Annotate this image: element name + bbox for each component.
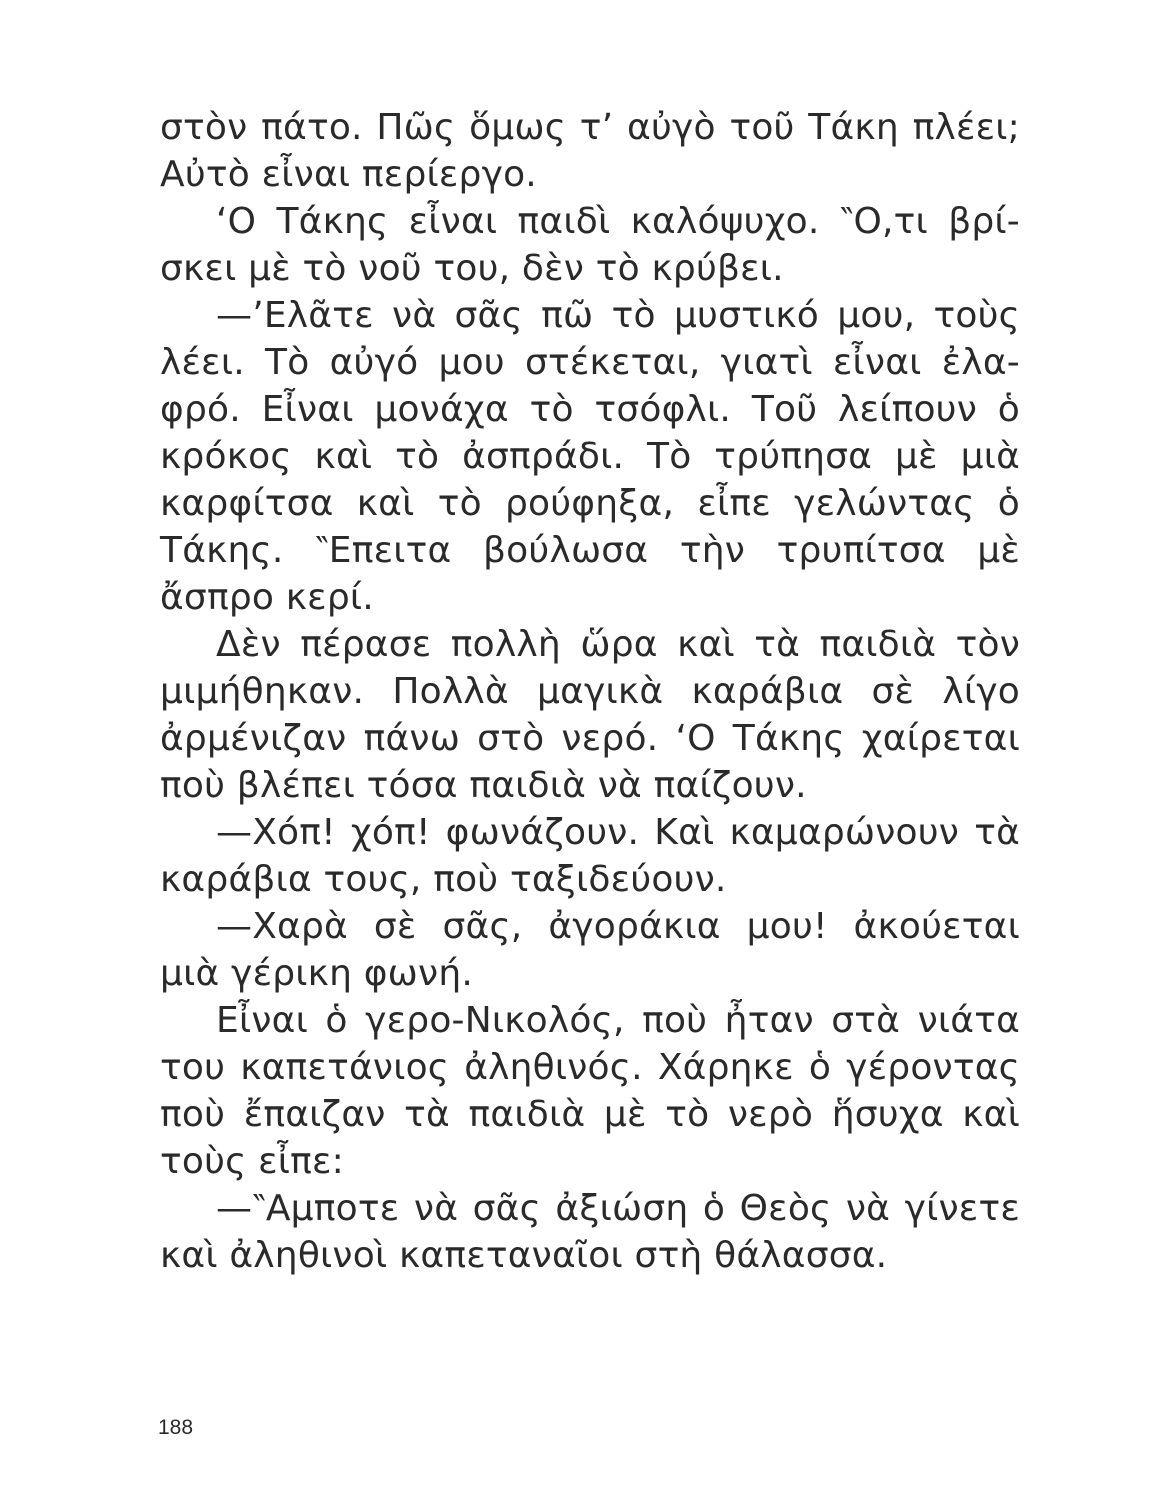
text-line: μιὰ γέρικη φωνή. [160,953,473,994]
text-line: ἄσπρο κερί. [160,577,374,618]
text-line: κρόκος καὶ τὸ ἀσπράδι. Τὸ τρύπησα μὲ μιὰ [160,436,1020,477]
text-line: καὶ ἀληθινοὶ καπεταναῖοι στὴ θάλασσα. [160,1235,888,1276]
text-line: σκει μὲ τὸ νοῦ του, δὲν τὸ κρύβει. [160,248,784,289]
text-line: καρφίτσα καὶ τὸ ρούφηξα, εἶπε γελώντας ὁ [160,483,1020,524]
text-line: στὸν πάτο. Πῶς ὅμως τ’ αὐγὸ τοῦ Τάκη πλέει; [160,107,1020,148]
text-line: Αὐτὸ εἶναι περίεργο. [160,154,537,195]
text-line: καράβια τους, ποὺ ταξιδεύουν. [160,859,727,900]
text-line: τοὺς εἶπε: [160,1141,345,1182]
text-line: Εἶναι ὁ γερο-Νικολός, ποὺ ἦταν στὰ νιάτα [216,1000,1020,1041]
text-line: ποὺ ἔπαιζαν τὰ παιδιὰ μὲ τὸ νερὸ ἥσυχα καὶ [160,1094,1020,1135]
text-line: ἀρμένιζαν πάνω στὸ νερό. ‘Ο Τάκης χαίρεται [160,718,1020,759]
text-line: ‘Ο Τάκης εἶναι παιδὶ καλόψυχο. ‶Ο,τι βρί- [216,201,1020,242]
text-line: Τάκης. ‶Επειτα βούλωσα τὴν τρυπίτσα μὲ [160,530,1020,571]
text-line: Δὲν πέρασε πολλὴ ὥρα καὶ τὰ παιδιὰ τὸν [216,624,1020,665]
text-line: του καπετάνιος ἀληθινός. Χάρηκε ὁ γέροντας [160,1047,1020,1088]
text-line: —‶Αμποτε νὰ σᾶς ἀξιώση ὁ Θεὸς νὰ γίνετε [216,1188,1020,1229]
body-text [160,104,1020,1279]
text-line: —Χαρὰ σὲ σᾶς, ἀγοράκια μου! ἀκούεται [216,906,1020,947]
text-line: λέει. Τὸ αὐγό μου στέκεται, γιατὶ εἶναι ἐλα- [160,342,1020,383]
text-line: μιμήθηκαν. Πολλὰ μαγικὰ καράβια σὲ λίγο [160,671,1020,712]
text-line: φρό. Εἶναι μονάχα τὸ τσόφλι. Τοῦ λείπουν ὁ [160,389,1020,430]
text-line: ποὺ βλέπει τόσα παιδιὰ νὰ παίζουν. [160,765,807,806]
page-number: 188 [158,1416,194,1439]
text-line: —’Ελᾶτε νὰ σᾶς πῶ τὸ μυστικό μου, τοὺς [216,295,1020,336]
text-line: —Χόπ! χόπ! φωνάζουν. Καὶ καμαρώνουν τὰ [216,812,1020,853]
